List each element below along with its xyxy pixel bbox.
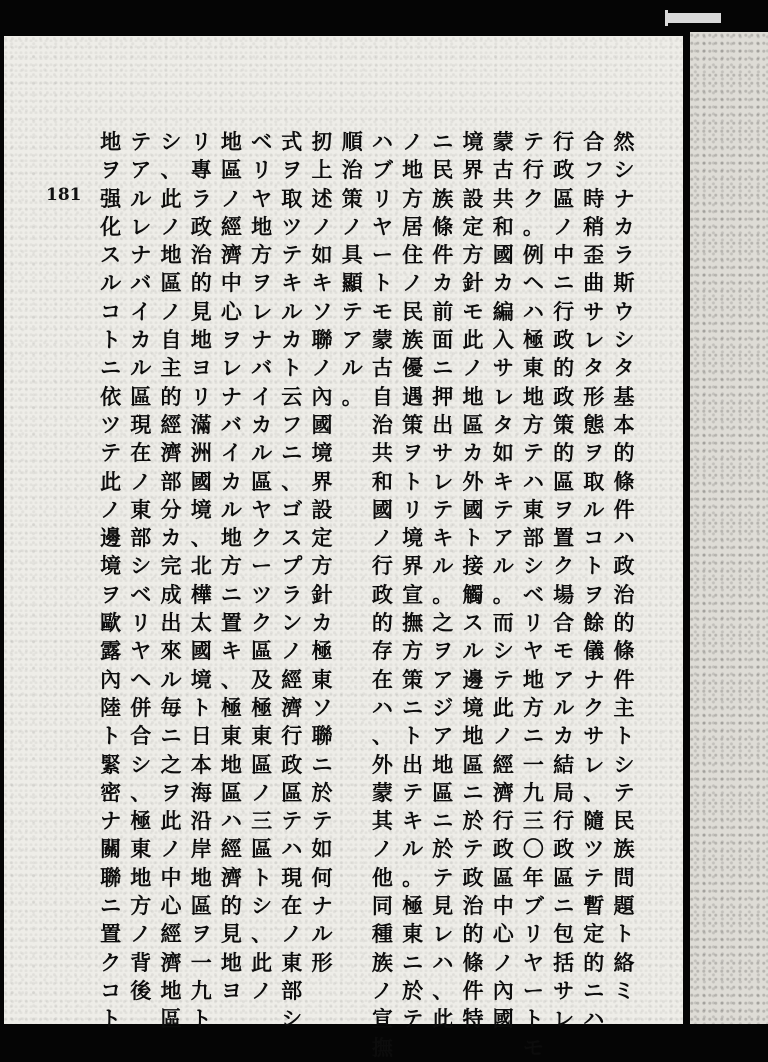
- text-column: 蒙 古 共 和 國 カ 編 入 サ レ タ 如 キ テ ア ル 。 而 シ テ 此 ノ 經 濟 行 政 區 中 心 ノ 內 國: [492, 129, 514, 1032]
- text-column: シ 、 此 ノ 地 區 ノ 自 主 的 經 濟 部 分 カ 完 成 出 來 ル 毎 ニ 之 ヲ 此 ノ 中 心 經 濟 地 區: [160, 129, 182, 1032]
- page-number: 181: [46, 185, 82, 205]
- text-column: ニ 民 族 條 件 カ 前 面 ニ 押 出 サ レ テ キ ル 。 之 ヲ ア ジ ア 地 區 ニ 於 テ 見 レ ハ 、 此: [432, 129, 454, 1032]
- text-column: ノ 地 方 居 住 ノ 民 族 優 遇 策 ヲ ト リ 境 界 宣 撫 方 策 ニ ト 出 テ キ ル 。 極 東 ニ 於 テ: [402, 129, 424, 1032]
- text-column: 式 ヲ 取 ツ テ キ ル カ ト 云 フ ニ 、 ゴ ス プ ラ ン ノ 經 濟 行 政 區 テ ハ 現 在 ノ 東 部 シ: [281, 129, 303, 1032]
- text-column: 境 界 設 定 方 針 モ 此 ノ 地 區 カ 外 國 ト 接 觸 ス ル 邊 境 地 區 ニ 於 テ 政 治 的 條 件 特: [462, 129, 484, 1032]
- text-column: ハ ブ リ ヤ ー ト モ 蒙 古 自 治 共 和 國 ノ 行 政 的 存 在 ハ 、 外 蒙 其 ノ 他 同 種 族 ノ 宣 撫: [371, 129, 393, 1060]
- text-column: 合 フ 時 稍 歪 曲 サ レ タ 形 態 ヲ 取 ル コ ト ヲ 餘 儀 ナ ク サ レ 、 隨 ツ テ 暫 定 的 ニ ハ: [583, 129, 605, 1032]
- text-column: 扨 上 述 ノ 如 キ ソ 聯 ノ 內 國 境 界 設 定 方 針 カ 極 東 ソ 聯 ニ 於 テ 如 何 ナ ル 形: [311, 129, 333, 975]
- facing-page-edge: [690, 32, 768, 1024]
- text-column: テ 行 ク 。 例 ヘ ハ 極 東 地 方 テ ハ 東 部 シ ベ リ ヤ 地 方 ニ 一 九 三 〇 年 ブ リ ヤ ー ト モ: [522, 129, 544, 1060]
- text-column: テ ア ル レ ナ バ イ カ ル 區 現 在 ノ 東 部 シ ベ リ ヤ ヘ 併 合 シ 、 極 東 地 方 ノ 背 後: [130, 129, 152, 1003]
- text-column: 然 シ ナ カ ラ 斯 ウ シ タ 基 本 的 條 件 ハ 政 治 的 條 件 主 ト シ テ 民 族 問 題 ト 絡 ミ: [613, 129, 635, 1003]
- text-column: 地 區 ノ 經 濟 中 心 ヲ レ ナ バ イ カ ル 地 方 ニ 置 キ 、 極 東 地 區 ハ 經 濟 的 見 地 ヨ: [220, 129, 242, 1003]
- text-column: ベ リ ヤ 地 方 ヲ レ ナ バ イ カ ル 區 ヤ ク ー ツ ク 區 及 極 東 區 ノ 三 區 ト シ 、 此 ノ: [251, 129, 273, 1003]
- text-column: 順 治 策 ノ 具 顯 テ ア ル 。: [341, 129, 363, 409]
- text-column: 行 政 區 ノ 中 ニ 行 政 的 政 策 的 區 ヲ 置 ク 場 合 モ ア ル カ 結 局 行 政 區 ニ 包 括 サ レ: [553, 129, 575, 1032]
- book-edge-mark: [666, 13, 721, 23]
- text-column: リ 專 ラ 政 治 的 見 地 ヨ リ 滿 洲 國 境 、 北 樺 太 國 境 ト 日 本 海 沿 岸 地 區 ヲ 一 九 ト: [190, 129, 212, 1032]
- text-column: 地 ヲ 强 化 ス ル コ ト ニ 依 ツ テ 此 ノ 邊 境 ヲ 歐 露 內 陸 ト 緊 密 ナ 關 聯 ニ 置 ク コ ト: [100, 129, 122, 1032]
- book-gutter: [683, 30, 690, 1024]
